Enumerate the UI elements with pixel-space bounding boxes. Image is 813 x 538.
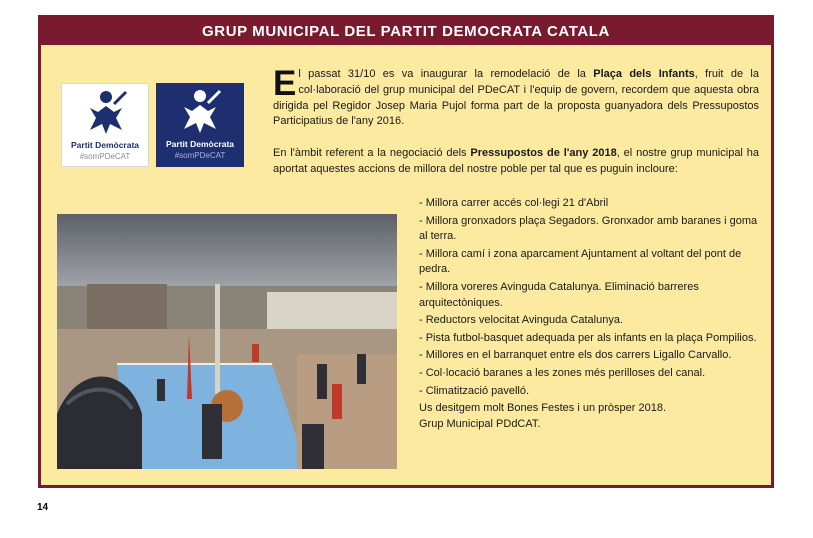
closing-signature: Grup Municipal PDdCAT. [419,417,541,430]
list-item: - Col·locació baranes a les zones més perilloses del canal. [419,366,706,379]
photo-image [57,214,397,469]
list-item: - Millores en el barranquet entre els dos carrers Ligallo Carvallo. [419,349,732,362]
actions-list [419,196,759,432]
list-item: - Climatització pavelló. [419,384,530,397]
intro-text: , fruit de la col·laboració del grup municipal del PDeCAT i l'equip de govern, recordem que aquesta obra dirigida pel Regidor Josep Maria Pujol forma part de la proposta guanyadora dels Pressupostos Participatius de l'any 2016. [273,68,759,128]
party-logo-light [61,83,149,167]
party-logos [61,83,244,167]
article-frame [38,15,774,488]
budget-text: , el nostre grup municipal ha aportat aquestes accions de millora del nostre poble per tal que es puguin incloure: [273,147,759,175]
logo-hashtag: #somPDeCAT [174,151,226,160]
budget-highlight: Pressupostos de l'any 2018 [470,147,617,159]
logo-hashtag: #somPDeCAT [79,152,131,161]
list-item: - Reductors velocitat Avinguda Catalunya. [419,314,624,327]
article-title: GRUP MUNICIPAL DEL PARTIT DEMOCRATA CATALA [41,18,771,45]
star-icon [84,90,128,136]
page-number: 14 [37,502,49,513]
square-photo [57,214,397,469]
list-item: - Millora gronxadors plaça Segadors. Gronxador amb baranes i goma al terra. [419,214,758,243]
closing-greeting: Us desitgem molt Bones Festes i un pròsper 2018. [419,402,667,415]
budget-text: En l'àmbit referent a la negociació dels [273,147,471,159]
list-item: - Pista futbol-basquet adequada per als infants en la plaça Pompilios. [419,331,757,344]
list-item: - Millora carrer accés col·legi 21 d'Abril [419,197,609,209]
star-icon [178,89,222,135]
intro-text: l passat 31/10 es va inaugurar la remodelació de la [298,68,594,80]
party-logo-dark [156,83,244,167]
budget-paragraph [273,146,759,178]
intro-paragraph [273,64,759,130]
list-item: - Millora voreres Avinguda Catalunya. Eliminació barreres arquitectòniques. [419,280,699,309]
intro-place: Plaça dels Infants [593,68,695,80]
logo-name: Partit Demòcrata [165,139,235,149]
logo-name: Partit Demòcrata [70,140,140,150]
list-item: - Millora camí i zona aparcament Ajuntament al voltant del pont de pedra. [419,247,742,276]
drop-cap: E [273,64,297,103]
